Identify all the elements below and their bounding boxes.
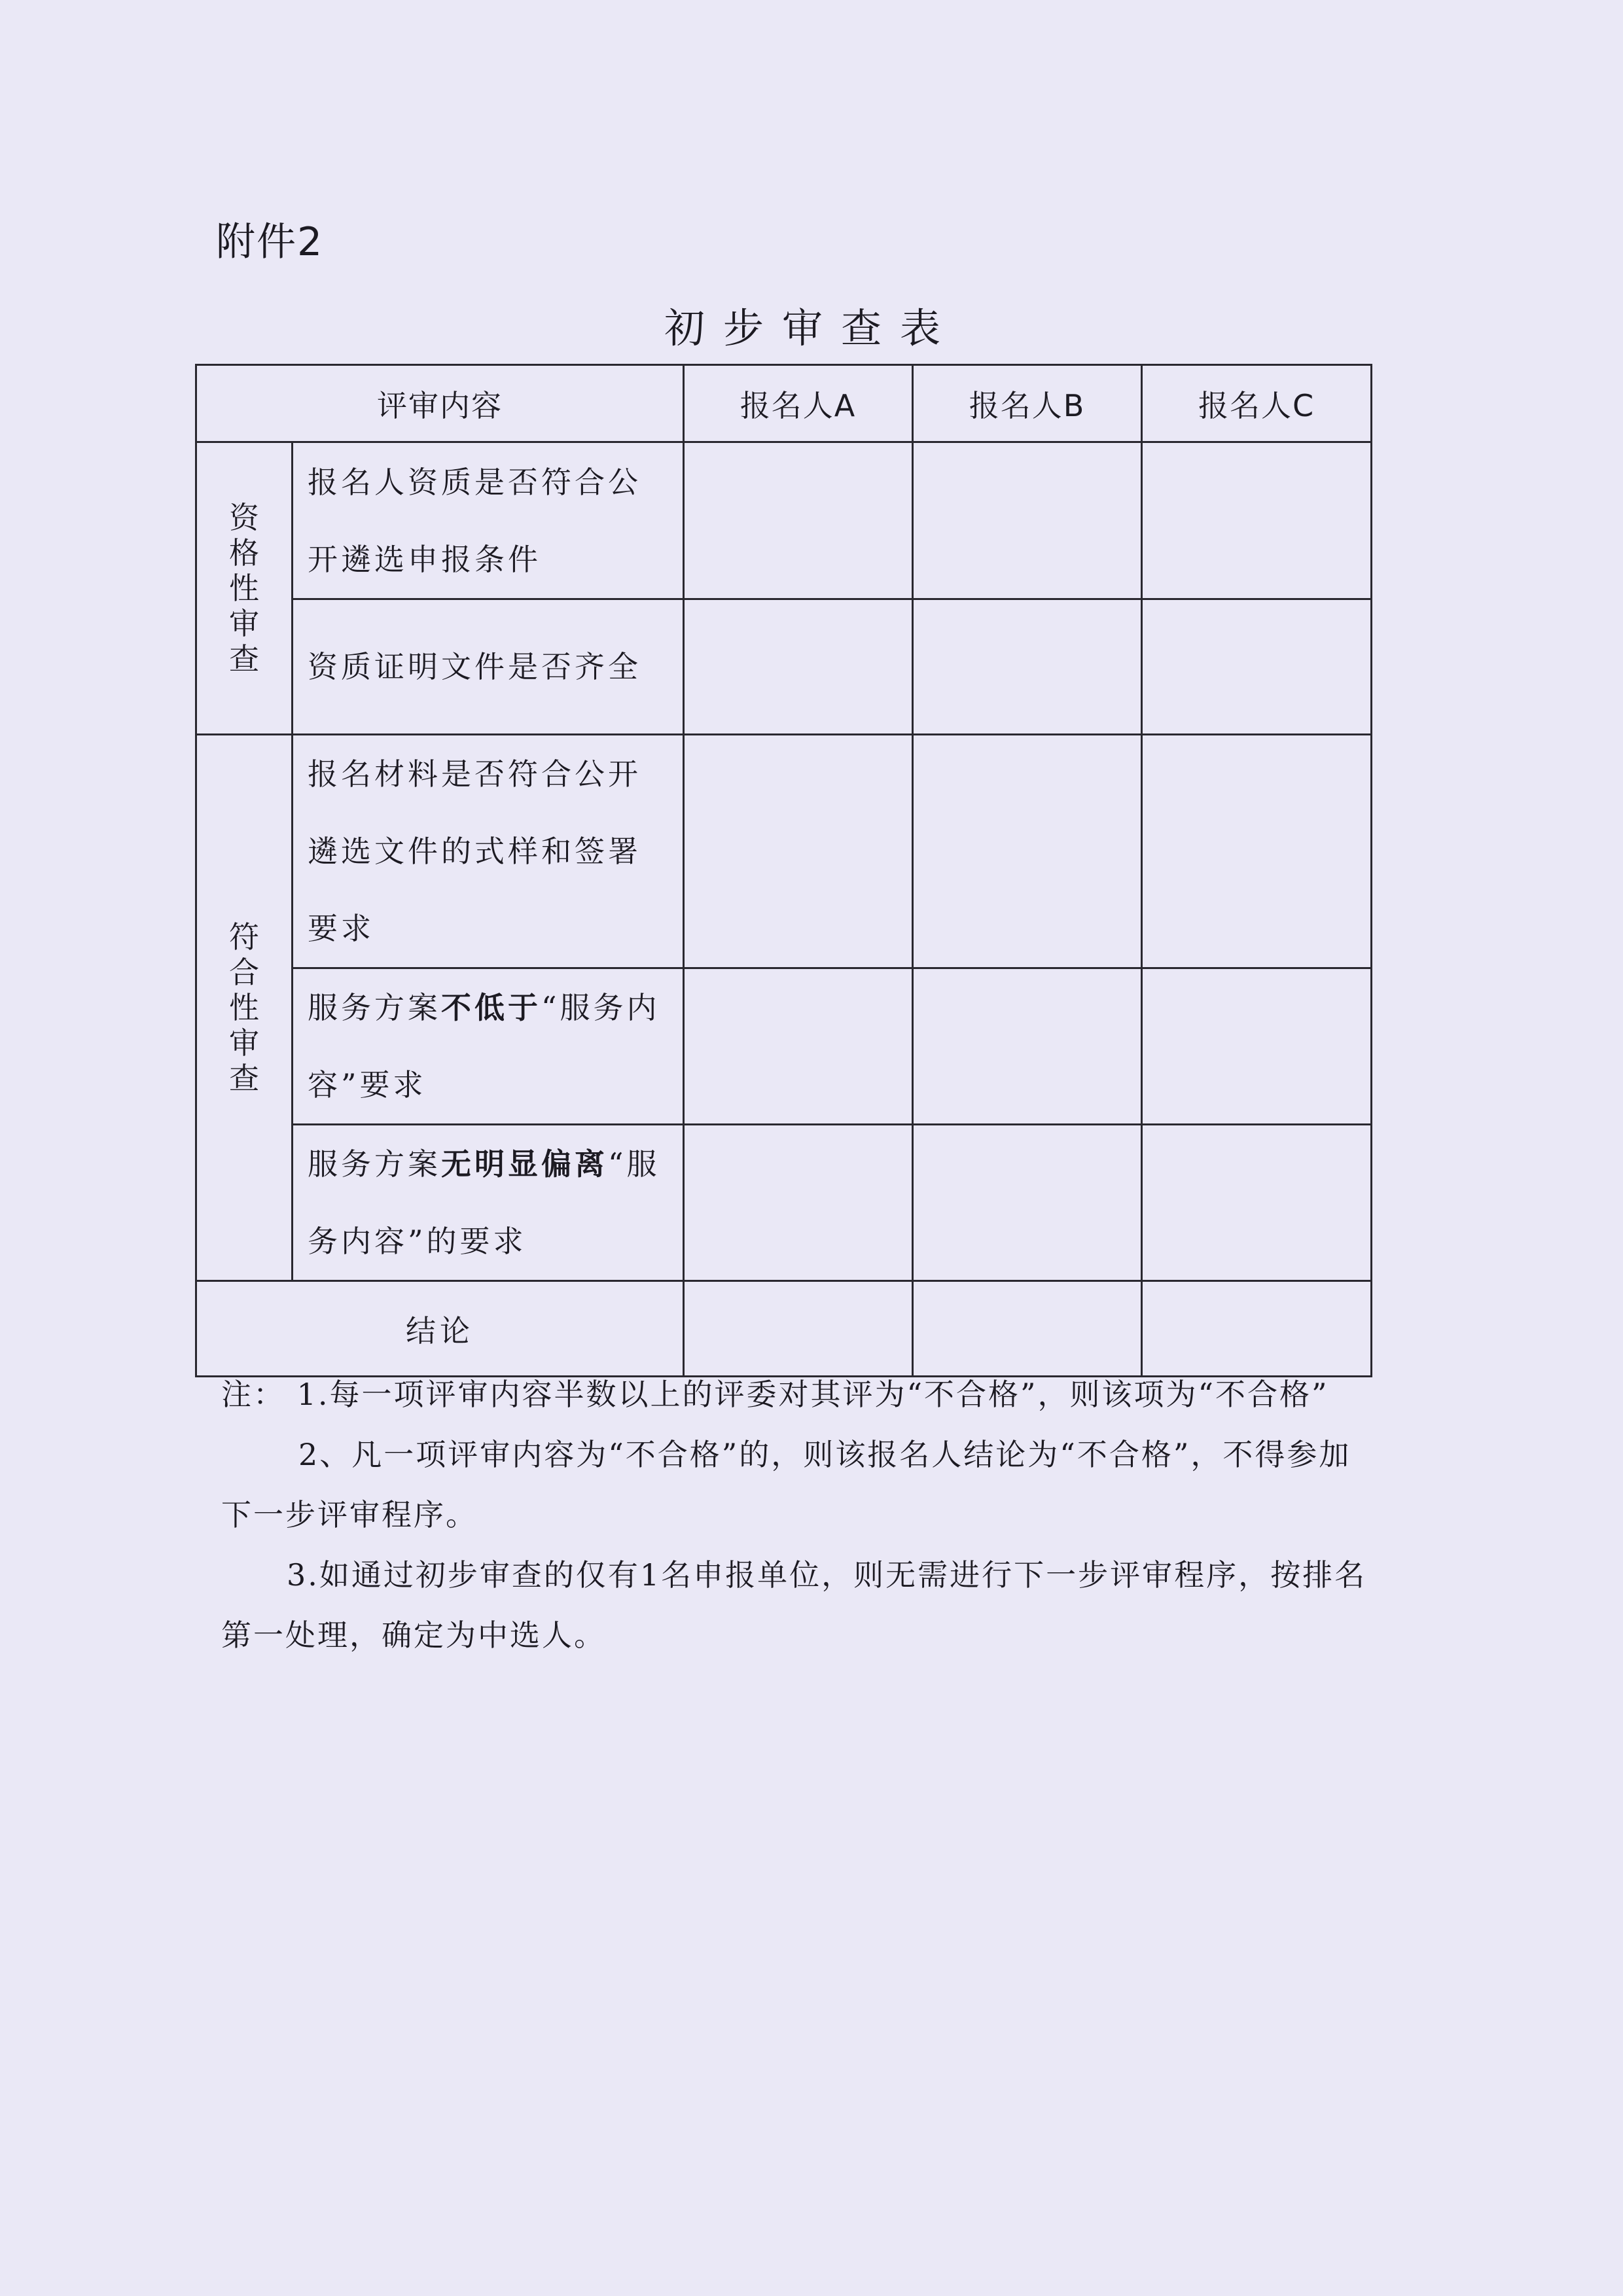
applicant-c-cell[interactable]	[1142, 599, 1372, 735]
item-text-pre: 服务方案	[308, 1146, 441, 1182]
header-applicant-b: 报名人B	[913, 365, 1142, 442]
table-row	[196, 968, 1372, 1125]
table-row	[196, 442, 1372, 599]
applicant-a-cell[interactable]	[684, 735, 913, 968]
group-compliance-review	[196, 735, 293, 1281]
applicant-b-cell[interactable]	[913, 599, 1142, 735]
table-header-row	[196, 365, 1372, 442]
applicant-b-cell[interactable]	[913, 442, 1142, 599]
header-applicant-c: 报名人C	[1142, 365, 1372, 442]
review-item: 资质证明文件是否齐全	[293, 599, 684, 735]
applicant-c-cell[interactable]	[1142, 442, 1372, 599]
note-3: 3.如通过初步审查的仅有1名申报单位，则无需进行下一步评审程序，按排名第一处理，确定为中选人。	[221, 1557, 1367, 1653]
group-label: 资格性审查	[229, 500, 259, 677]
group-qualification-review	[196, 442, 293, 735]
applicant-c-cell[interactable]	[1142, 968, 1372, 1125]
applicant-a-cell[interactable]	[684, 599, 913, 735]
item-text-post: “服务内容”要求	[308, 990, 660, 1103]
item-text-bold: 无明显偏离	[441, 1146, 608, 1182]
header-applicant-a: 报名人A	[684, 365, 913, 442]
review-item	[293, 1125, 684, 1281]
applicant-a-conclusion[interactable]	[684, 1281, 913, 1377]
applicant-b-cell[interactable]	[913, 968, 1142, 1125]
item-text-post: “服务内容”的要求	[308, 1146, 660, 1259]
document-title: 初步审查表	[664, 304, 959, 352]
preliminary-review-table	[195, 364, 1372, 1377]
applicant-c-conclusion[interactable]	[1142, 1281, 1372, 1377]
applicant-c-cell[interactable]	[1142, 1125, 1372, 1281]
applicant-a-cell[interactable]	[684, 968, 913, 1125]
applicant-b-cell[interactable]	[913, 1125, 1142, 1281]
applicant-b-conclusion[interactable]	[913, 1281, 1142, 1377]
group-label: 符合性审查	[229, 919, 259, 1096]
applicant-b-cell[interactable]	[913, 735, 1142, 968]
note-1: 注： 1.每一项评审内容半数以上的评委对其评为“不合格”，则该项为“不合格”	[221, 1377, 1329, 1412]
notes-section	[221, 1364, 1373, 1665]
conclusion-row	[196, 1281, 1372, 1377]
review-item: 报名材料是否符合公开遴选文件的式样和签署要求	[293, 735, 684, 968]
item-text-pre: 服务方案	[308, 990, 441, 1025]
table-row	[196, 599, 1372, 735]
note-2: 2、凡一项评审内容为“不合格”的，则该报名人结论为“不合格”，不得参加下一步评审程序。	[221, 1437, 1351, 1532]
conclusion-label: 结论	[196, 1281, 684, 1377]
table-row	[196, 735, 1372, 968]
review-item	[293, 968, 684, 1125]
attachment-label: 附件2	[216, 219, 324, 265]
review-item: 报名人资质是否符合公开遴选申报条件	[293, 442, 684, 599]
item-text-bold: 不低于	[441, 990, 541, 1025]
applicant-c-cell[interactable]	[1142, 735, 1372, 968]
applicant-a-cell[interactable]	[684, 442, 913, 599]
applicant-a-cell[interactable]	[684, 1125, 913, 1281]
table-row	[196, 1125, 1372, 1281]
header-review-content: 评审内容	[196, 365, 684, 442]
